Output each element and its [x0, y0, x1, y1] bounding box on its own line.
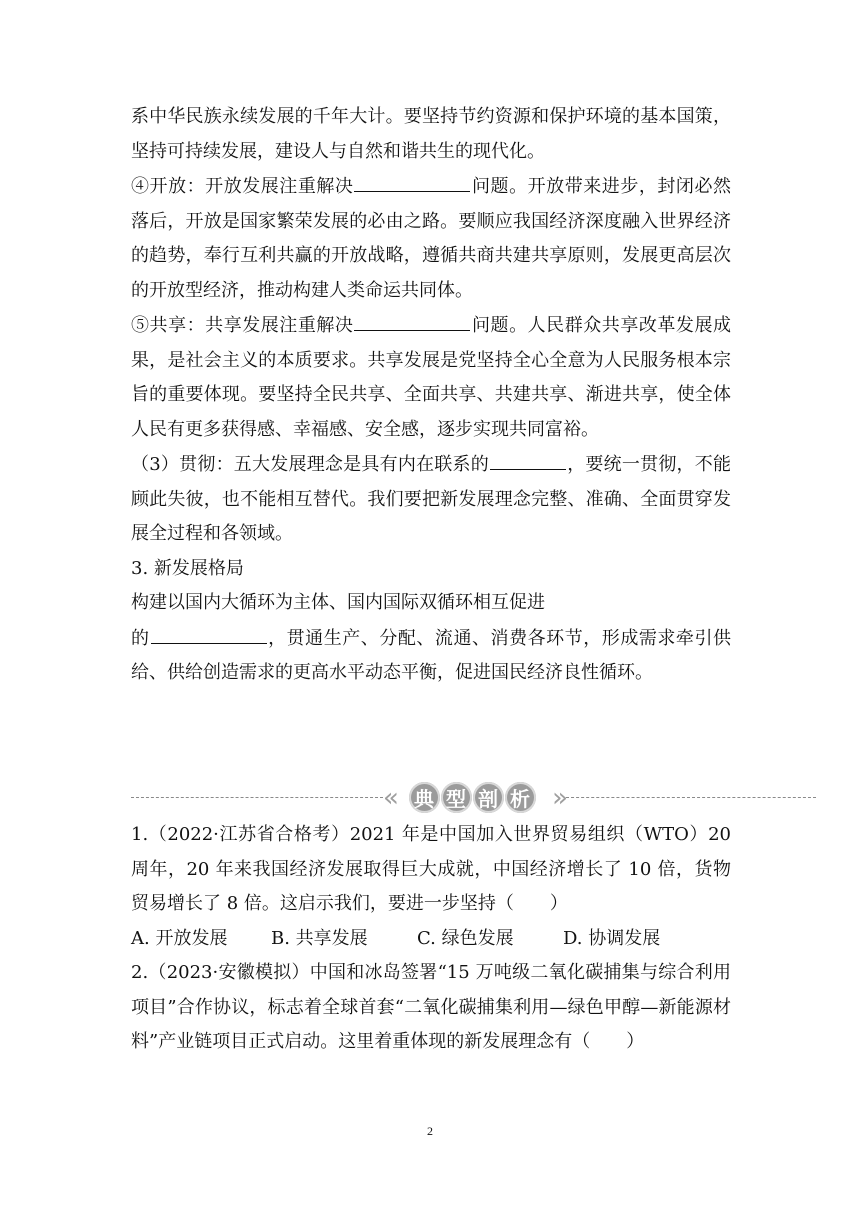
badge-char: 型 — [441, 782, 472, 813]
option-d[interactable]: D. 协调发展 — [563, 927, 661, 949]
page-number: 2 — [427, 1124, 433, 1138]
badge-char: 典 — [409, 782, 440, 813]
badge-title — [407, 780, 537, 816]
fill-blank[interactable] — [490, 447, 566, 470]
fill-blank[interactable] — [151, 621, 267, 644]
body-text — [131, 100, 731, 691]
fill-blank[interactable] — [354, 169, 470, 192]
option-a[interactable]: A. 开放发展 — [131, 927, 228, 949]
question-1: 1.（2022·江苏省合格考）2021 年是中国加入世界贸易组织（WTO）20 周年，20 年来我国经济发展取得巨大成就，中国经济增长了 10 倍，货物贸易增长了 8 倍。这启示我们，要进一步坚持（ ） — [131, 824, 731, 914]
badge-char: 剖 — [473, 782, 504, 813]
paragraph-implementation — [131, 447, 731, 552]
paragraph-pattern-line1: 构建以国内大循环为主体、国内国际双循环相互促进 — [131, 592, 545, 613]
divider-dash-left — [131, 797, 383, 798]
section-divider — [131, 780, 816, 816]
fill-blank[interactable] — [354, 308, 470, 331]
option-c[interactable]: C. 绿色发展 — [417, 927, 514, 949]
option-b[interactable]: B. 共享发展 — [271, 927, 368, 949]
paragraph-green-development: 系中华民族永续发展的千年大计。要坚持节约资源和保护环境的基本国策，坚持可持续发展，建设人与自然和谐共生的现代化。 — [131, 106, 731, 162]
badge-char: 析 — [505, 782, 536, 813]
chevron-left-icon: « — [383, 783, 393, 813]
text: ，贯通生产、分配、流通、消费各环节，形成需求牵引供给、供给创造需求的更高水平动态平衡，促进国民经济良性循环。 — [131, 627, 732, 683]
text: 问题。开放带来进步，封闭必然落后，开放是国家繁荣发展的必由之路。要顺应我国经济深度融入世界经济的趋势，奉行互利共赢的开放战略，遵循共商共建共享原则，发展更高层次的开放型经济，推动构建人类命运共同体。 — [131, 176, 732, 301]
divider-dash-right — [566, 797, 816, 798]
paragraph-open-development — [131, 169, 731, 308]
section-badge — [383, 780, 566, 816]
text: （3）贯彻：五大发展理念是具有内在联系的 — [131, 454, 489, 475]
text: ⑤共享：共享发展注重解决 — [131, 315, 354, 336]
text: ④开放：开放发展注重解决 — [131, 176, 354, 197]
chevron-right-icon: » — [552, 783, 562, 813]
text: 的 — [131, 627, 150, 649]
question-2: 2.（2023·安徽模拟）中国和冰岛签署“15 万吨级二氧化碳捕集与综合利用项目”合作协议，标志着全球首套“二氧化碳捕集利用—绿色甲醇—新能源材料”产业链项目正式启动。这里着重体现的新发展理念有（ ） — [131, 962, 731, 1052]
question-1-options — [131, 922, 731, 957]
text: 问题。人民群众共享改革发展成果，是社会主义的本质要求。共享发展是党坚持全心全意为人民服务根本宗旨的重要体现。要坚持全民共享、全面共享、共建共享、渐进共享，使全体人民有更多获得感、幸福感、安全感，逐步实现共同富裕。 — [131, 315, 732, 440]
text: ，要统一贯彻，不能顾此失彼，也不能相互替代。我们要把新发展理念完整、准确、全面贯穿发展全过程和各领域。 — [131, 454, 731, 544]
paragraph-pattern-line2 — [131, 621, 731, 691]
section-heading: 3. 新发展格局 — [131, 557, 244, 579]
paragraph-shared-development — [131, 308, 731, 447]
questions — [131, 818, 731, 1060]
